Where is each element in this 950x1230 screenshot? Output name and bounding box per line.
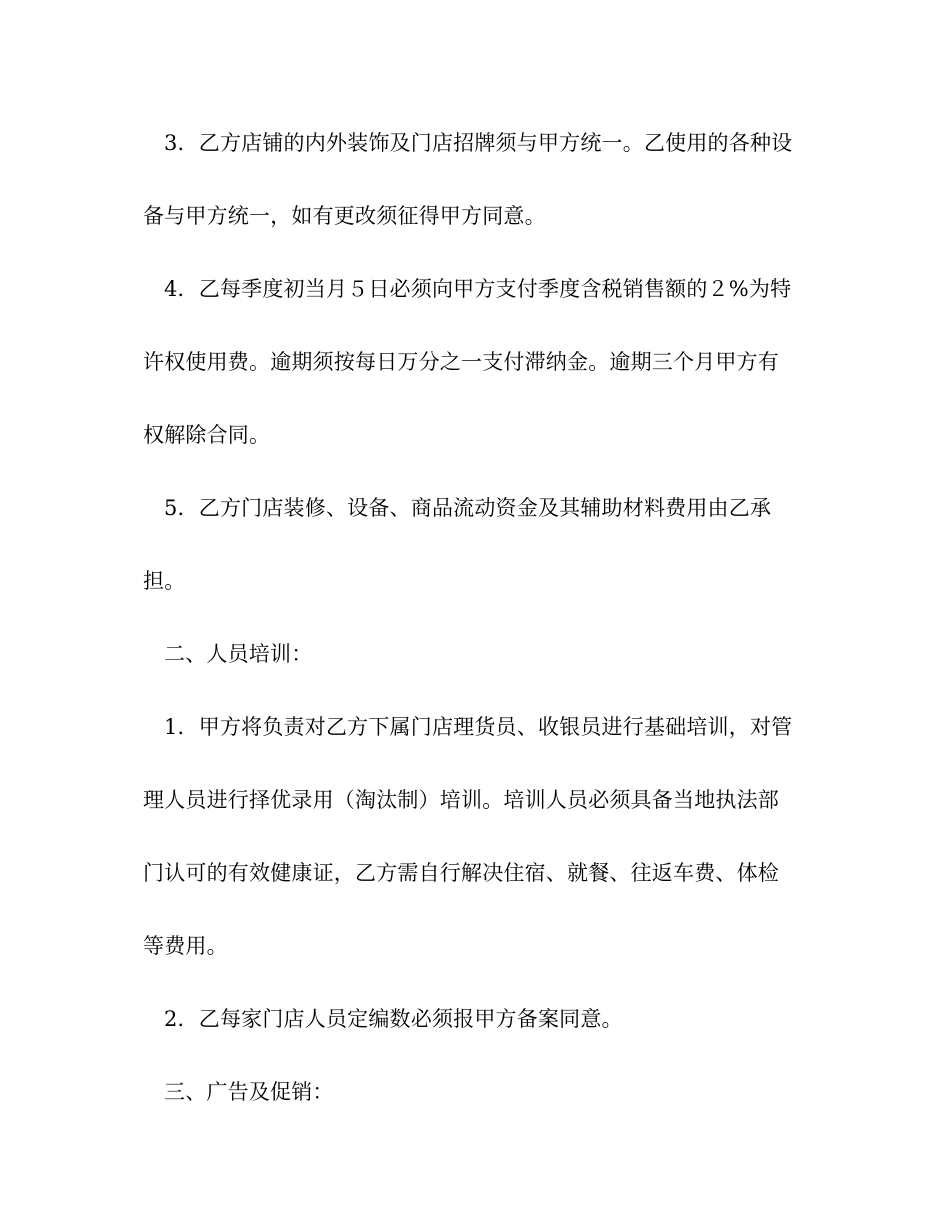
paragraph-4-line-2: 许权使用费。逾期须按每日万分之一支付滞纳金。逾期三个月甲方有 — [143, 350, 779, 374]
paragraph-4-line-1: 4．乙每季度初当月５日必须向甲方支付季度含税销售额的２%为特 — [164, 277, 792, 301]
training-item-1-line-3: 门认可的有效健康证，乙方需自行解决住宿、就餐、往返车费、体检 — [143, 861, 779, 885]
paragraph-5-line-2: 担。 — [143, 569, 186, 593]
training-item-1-line-1: 1．甲方将负责对乙方下属门店理货员、收银员进行基础培训，对管 — [164, 715, 793, 739]
training-item-1-line-2: 理人员进行择优录用（淘汰制）培训。培训人员必须具备当地执法部 — [143, 788, 779, 812]
paragraph-4-line-3: 权解除合同。 — [143, 423, 271, 447]
paragraph-3-line-1: 3．乙方店铺的内外装饰及门店招牌须与甲方统一。乙使用的各种设 — [164, 131, 793, 155]
paragraph-5-line-1: 5．乙方门店装修、设备、商品流动资金及其辅助材料费用由乙承 — [164, 496, 772, 520]
training-item-1-line-4: 等费用。 — [143, 934, 228, 958]
paragraph-3-line-2: 备与甲方统一，如有更改须征得甲方同意。 — [143, 204, 546, 228]
section-heading-training: 二、人员培训： — [164, 642, 313, 666]
training-item-2: 2．乙每家门店人员定编数必须报甲方备案同意。 — [164, 1007, 623, 1031]
section-heading-advertising: 三、广告及促销： — [164, 1080, 334, 1104]
